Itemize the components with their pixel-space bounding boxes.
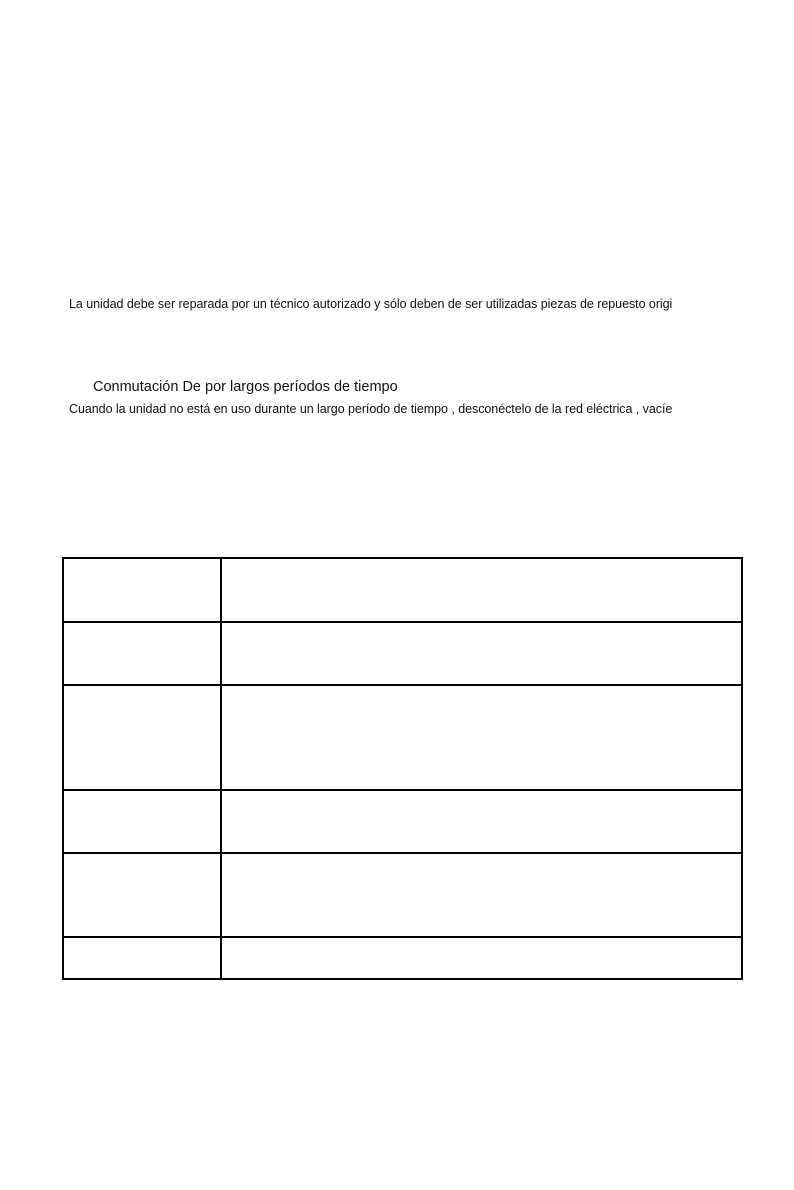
section-heading: Conmutación De por largos períodos de tiempo [93, 379, 398, 395]
table-row [63, 937, 742, 979]
table-cell-label [63, 853, 221, 937]
spec-table [62, 557, 743, 980]
table-row [63, 685, 742, 790]
table-cell-value [221, 937, 742, 979]
table-cell-label [63, 622, 221, 685]
table-row [63, 790, 742, 853]
table-row [63, 622, 742, 685]
section-body-text: Cuando la unidad no está en uso durante un largo período de tiempo , desconéctelo de la red eléctrica , vacíe [69, 402, 673, 416]
table-cell-label [63, 790, 221, 853]
table-cell-value [221, 790, 742, 853]
repair-notice-text: La unidad debe ser reparada por un técnico autorizado y sólo deben de ser utilizadas piezas de repuesto origi [69, 297, 673, 311]
table-cell-value [221, 853, 742, 937]
table-cell-label [63, 558, 221, 622]
table-cell-value [221, 685, 742, 790]
table-row [63, 853, 742, 937]
table-cell-value [221, 558, 742, 622]
table-cell-label [63, 937, 221, 979]
table-row [63, 558, 742, 622]
table-cell-value [221, 622, 742, 685]
table-cell-label [63, 685, 221, 790]
